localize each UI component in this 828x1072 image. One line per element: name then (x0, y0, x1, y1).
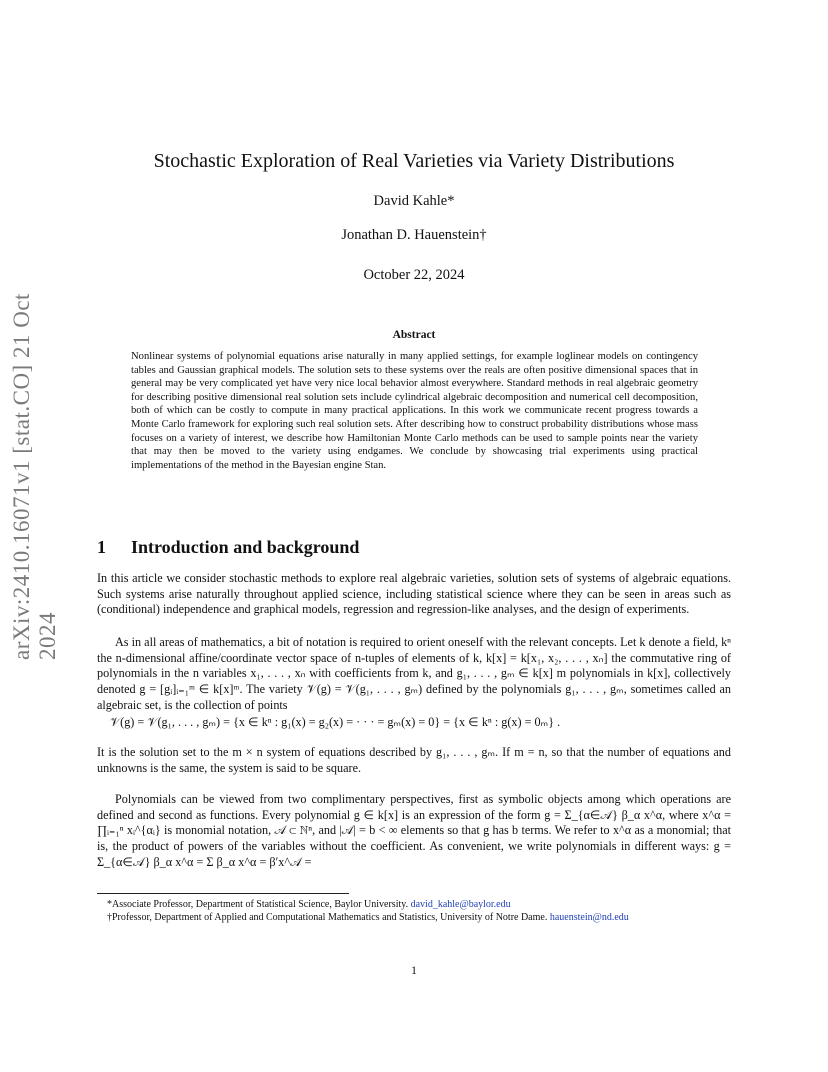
paragraph-intro (97, 571, 731, 618)
variety-equation: 𝒱(g) = 𝒱(g₁, . . . , gₘ) = {x ∈ kⁿ : g₁(x) = g₂(x) = · · · = gₘ(x) = 0} = {x ∈ kⁿ : g(x) = 0ₘ} . (110, 715, 561, 729)
arxiv-identifier-stamp: arXiv:2410.16071v1 [stat.CO] 21 Oct 2024 (9, 293, 60, 660)
section-heading (97, 537, 359, 558)
paragraph-polynomials (97, 792, 731, 871)
abstract-text: Nonlinear systems of polynomial equations arise naturally in many applied settings, for example loglinear models on contingency tables and Gaussian graphical models. The solution sets to these systems over the reals are often positive dimensional spaces that in general may be very complicated yet have very nice local behavior almost everywhere. Standard methods in real algebraic geometry for describing positive dimensional real solution sets include cylindrical algebraic decomposition and numerical cell decomposition, both of which can be costly to compute in many practical applications. In this work we communicate recent progress towards a Monte Carlo framework for exploring such real solution sets. After describing how to construct probability distributions whose mass focuses on a variety of interest, we describe how Hamiltonian Monte Carlo methods can be used to sample points near the variety that may then be moved to the variety using endgames. We conclude by showcasing trial experiments using practical implementations of the method in the Bayesian engine Stan. (131, 351, 698, 471)
paragraph-4: Polynomials can be viewed from two complimentary perspectives, first as symbolic objects among which operations are defined and second as functions. Every polynomial g ∈ k[x] is an expression of the form g = Σ_{α∈𝒜} β_α x^α, where x^α = ∏ᵢ₌₁ⁿ xᵢ^{αᵢ} is monomial notation, 𝒜 ⊂ ℕⁿ, and |𝒜| = b < ∞ elements so that g has b terms. We refer to x^α as a monomial; that is, the product of powers of the variables without the coefficient. As convenient, we write polynomials in different ways: g = Σ_{α∈𝒜} β_α x^α = Σ β_α x^α = β′x^𝒜 = (97, 792, 731, 869)
footnote-2-text: †Professor, Department of Applied and Computational Mathematics and Statistics, University of Notre Dame. (107, 912, 550, 923)
section-title: Introduction and background (131, 537, 360, 557)
paragraph-3: It is the solution set to the m × n system of equations described by g₁, . . . , gₘ. If m = n, so that the number of equations and unknowns is the same, the system is said to be square. (97, 745, 731, 775)
footnote-1 (97, 898, 731, 911)
section-number: 1 (97, 537, 106, 557)
paragraph-2: As in all areas of mathematics, a bit of notation is required to orient oneself with the relevant concepts. Let k denote a field, kⁿ the n-dimensional affine/coordinate vector space of n-tuples of elements of k, k[x] = k[x₁, x₂, . . . , xₙ] the commutative ring of polynomials in the n variables x₁, . . . , xₙ with coefficients from k, and g₁, . . . , gₘ ∈ k[x] m polynomials in k[x], collectively denoted g = [gᵢ]ᵢ₌₁ᵐ ∈ k[x]ᵐ. The variety 𝒱(g) = 𝒱(g₁, . . . , gₘ) defined by the polynomials g₁, . . . , gₘ, sometimes called an algebraic set, is the collection of points (97, 635, 731, 712)
paper-title: Stochastic Exploration of Real Varieties via Variety Distributions (153, 150, 675, 172)
paper-date: October 22, 2024 (363, 267, 465, 283)
footnote-2-email-link[interactable]: hauenstein@nd.edu (549, 912, 629, 923)
footnotes (97, 898, 731, 924)
abstract-heading: Abstract (392, 329, 436, 341)
author-1: David Kahle* (373, 193, 455, 209)
page-number: 1 (411, 963, 417, 977)
footnote-divider (97, 893, 349, 894)
paragraph-1: In this article we consider stochastic methods to explore real algebraic varieties, solution sets of systems of algebraic equations. Such systems arise naturally throughout applied science, including statistical science where they can be seen in areas such as (conditional) independence and graphical models, regression and regression-like analyses, and the design of experiments. (97, 571, 731, 617)
footnote-1-email-link[interactable]: david_kahle@baylor.edu (410, 899, 511, 910)
paragraph-square (97, 745, 731, 776)
footnote-2 (97, 911, 731, 924)
author-2: Jonathan D. Hauenstein† (341, 227, 487, 243)
footnote-1-text: *Associate Professor, Department of Statistical Science, Baylor University. (107, 899, 411, 910)
paragraph-notation (97, 635, 731, 714)
